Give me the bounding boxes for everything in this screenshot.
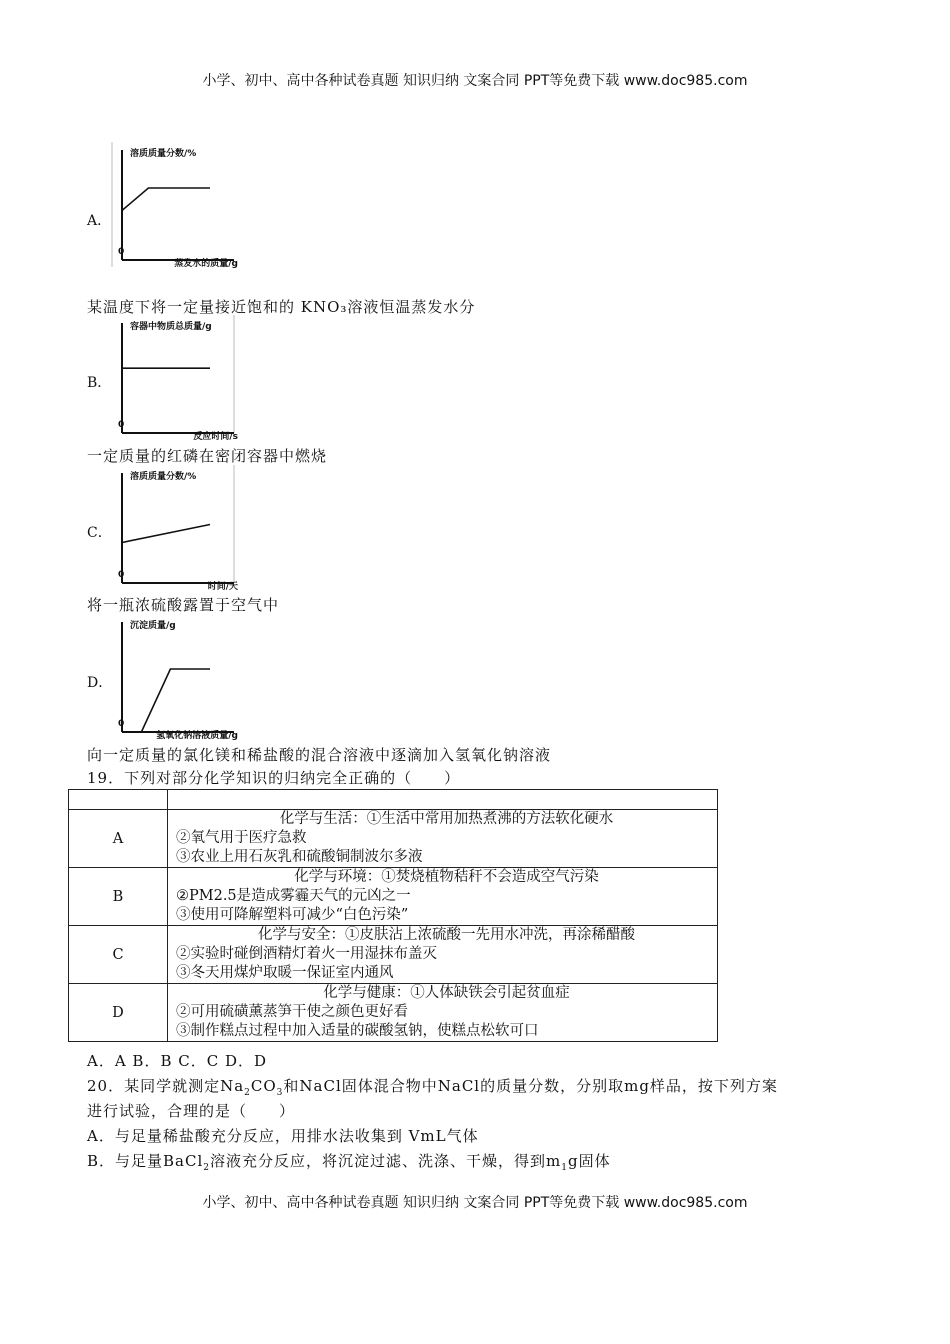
table-header-cell [69,790,168,810]
graph-c-origin: 0 [118,570,125,580]
q20-stem-line2: 进行试验，合理的是（ ） [87,1102,296,1120]
q20-option-b-part: g固体 [567,1152,611,1170]
q19-table [68,789,718,1042]
graph-d-ylabel: 沉淀质量/g [130,621,176,631]
option-a-letter: A． [87,213,112,229]
graph-a-svg [112,142,240,267]
graph-option-c [112,465,240,590]
table-header-row [69,790,718,810]
graph-d-svg [112,614,240,739]
q20-option-b-sub: 1 [561,1163,568,1173]
row-label: C [69,926,168,984]
graph-b-xlabel: 反应时间/s [193,432,238,442]
q19-choices: A．A B．B C．C D．D [87,1052,268,1070]
graph-c-svg [112,465,240,590]
q20-option-a: A．与足量稀盐酸充分反应，用排水法收集到 VmL气体 [87,1127,479,1145]
row-label: A [69,810,168,868]
graph-a-xlabel: 蒸发水的质量/g [174,259,238,269]
graph-b-origin: 0 [118,420,125,430]
table-row [69,926,718,984]
graph-option-d [112,614,240,739]
q20-stem [87,1075,778,1098]
row-label: D [69,984,168,1042]
graph-a-ylabel: 溶质质量分数/% [130,149,197,159]
q20-stem-sub: 3 [276,1088,284,1098]
graph-c-xlabel: 时间/天 [207,582,238,592]
row-line: 化学与生活：①生活中常用加热煮沸的方法软化硬水 [279,811,614,827]
series-line-c [122,525,210,543]
row-content [168,810,718,868]
row-content [168,984,718,1042]
graph-option-a [112,142,240,267]
page-footer: 小学、初中、高中各种试卷真题 知识归纳 文案合同 PPT等免费下载 www.doc985.com [202,1195,748,1211]
q20-stem-part: CO [250,1077,277,1095]
option-b-letter: B． [87,375,112,391]
q20-stem-part: 和NaCl固体混合物中NaCl的质量分数，分别取mg样品，按下列方案 [283,1077,778,1095]
row-line: ③制作糕点过程中加入适量的碳酸氢钠，使糕点松软可口 [176,1023,539,1039]
q20-option-b [87,1150,611,1173]
row-line: ②可用硫磺薰蒸笋干使之颜色更好看 [176,1004,408,1020]
graph-c-ylabel: 溶质质量分数/% [130,472,197,482]
series-line-d [122,669,210,732]
row-line: 化学与安全：①皮肤沾上浓硫酸一先用水冲洗，再涂稀醋酸 [258,927,635,943]
page-header: 小学、初中、高中各种试卷真题 知识归纳 文案合同 PPT等免费下载 www.doc985.com [202,73,748,89]
graph-a-origin: 0 [118,247,125,257]
q20-stem-sub: 2 [244,1088,251,1098]
row-line: ③冬天用煤炉取暖一保证室内通风 [176,965,394,981]
option-a-caption: 某温度下将一定量接近饱和的 KNO₃溶液恒温蒸发水分 [87,298,476,316]
row-line: ②氧气用于医疗急救 [176,830,307,846]
row-line: ③使用可降解塑料可减少“白色污染” [176,907,409,923]
q20-option-b-part: 溶液充分反应，将沉淀过滤、洗涤、干燥，得到m [210,1152,562,1170]
table-header-cell [168,790,718,810]
q20-option-b-sub: 2 [203,1163,210,1173]
option-c-caption: 将一瓶浓硫酸露置于空气中 [87,596,280,614]
option-d-letter: D． [87,675,113,691]
graph-d-origin: 0 [118,719,125,729]
row-label: B [69,868,168,926]
row-line: ②PM2.5是造成雾霾天气的元凶之一 [176,888,411,904]
graph-b-svg [112,315,240,440]
graph-b-ylabel: 容器中物质总质量/g [130,322,212,332]
option-d-caption: 向一定质量的氯化镁和稀盐酸的混合溶液中逐滴加入氢氧化钠溶液 [87,746,552,764]
option-b-caption: 一定质量的红磷在密闭容器中燃烧 [87,447,328,465]
row-line: ③农业上用石灰乳和硫酸铜制波尔多液 [176,849,423,865]
table-row [69,984,718,1042]
row-line: 化学与健康：①人体缺铁会引起贫血症 [323,985,570,1001]
graph-option-b [112,315,240,440]
q20-option-b-part: B．与足量BaCl [87,1152,204,1170]
table-row [69,868,718,926]
row-line: ②实验时碰倒酒精灯着火一用湿抹布盖灭 [176,946,437,962]
row-line: 化学与环境：①焚烧植物秸秆不会造成空气污染 [294,869,599,885]
graph-d-xlabel: 氢氧化钠溶液质量/g [156,731,238,741]
row-content [168,868,718,926]
q19-stem: 19．下列对部分化学知识的归纳完全正确的（ ） [87,769,461,787]
table-row [69,810,718,868]
option-c-letter: C． [87,525,112,541]
series-line-a [122,188,210,211]
row-content [168,926,718,984]
q20-stem-part: 20．某同学就测定Na [87,1077,245,1095]
